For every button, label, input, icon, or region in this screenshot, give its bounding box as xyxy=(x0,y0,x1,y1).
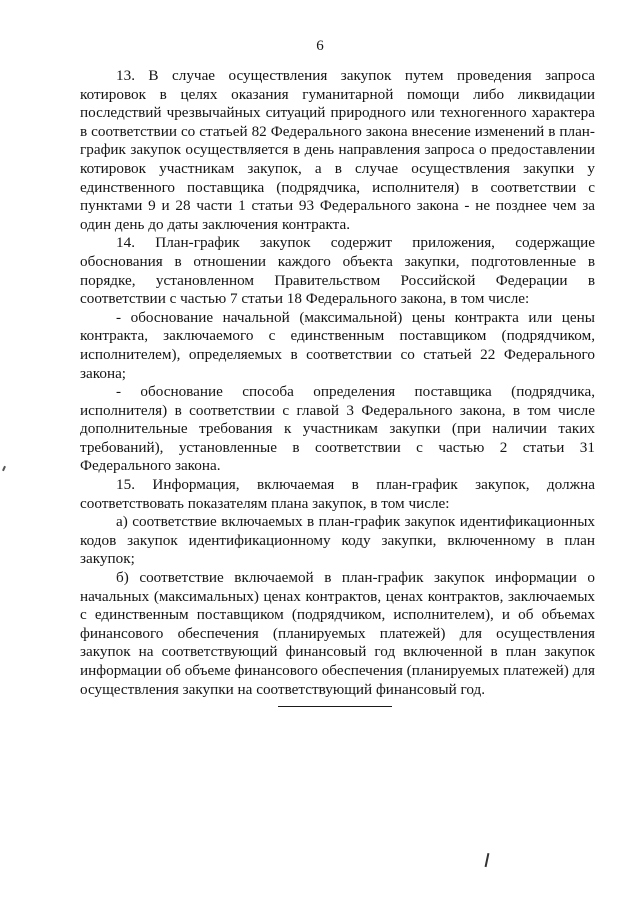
page-number: 6 xyxy=(316,38,324,54)
paragraph-14: 14. План-график закупок содержит приложения, содержащие обоснования в отношении каждого объекта закупки, подготовленные в порядке, установленном Правительством Российской Федерации в соответствии с частью 7 статьи 18 Федерального закона, в том числе: xyxy=(80,234,595,308)
list-item-b: б) соответствие включаемой в план-график закупок информации о начальных (максимальных) ценах контрактов, ценах контрактов, заключаемых с единственным поставщиком (подрядчиком, исполнителем), и об объемах финансового обеспечения (планируемых платежей) для осуществления закупок на соответствующий финансовый год включенной в план закупок информации об объеме финансового обеспечения (планируемых платежей) для осуществления закупки на соответствующий финансовый год. xyxy=(80,569,595,698)
margin-mark xyxy=(2,466,6,471)
list-item-a: а) соответствие включаемых в план-график закупок идентификационных кодов закупок идентификационному коду закупки, включенному в план закупок; xyxy=(80,513,595,568)
document-body xyxy=(80,67,595,699)
paragraph-13: 13. В случае осуществления закупок путем проведения запроса котировок в целях оказания гуманитарной помощи либо ликвидации последствий чрезвычайных ситуаций природного или техногенного характера в соответствии со статьей 82 Федерального закона внесение изменений в план-график закупок осуществляется в день направления запроса о предоставлении котировок участникам закупок, а в случае осуществления закупки у единственного поставщика (подрядчика, исполнителя) в соответствии с пунктами 9 и 28 части 1 статьи 93 Федерального закона - не позднее чем за один день до даты заключения контракта. xyxy=(80,67,595,233)
list-item-method-justification: - обоснование способа определения поставщика (подрядчика, исполнителя) в соответствии с главой 3 Федерального закона, в том числе дополнительные требования к участникам закупки (при наличии таких требований), установленные в соответствии с частью 2 статьи 31 Федерального закона. xyxy=(80,383,595,475)
end-divider xyxy=(278,706,392,707)
list-item-price-justification: - обоснование начальной (максимальной) цены контракта или цены контракта, заключаемого с единственным поставщиком (подрядчиком, исполнителем), определяемых в соответствии со статьей 22 Федерального закона; xyxy=(80,308,595,382)
paragraph-15: 15. Информация, включаемая в план-график закупок, должна соответствовать показателям плана закупок, в том числе: xyxy=(80,476,595,512)
pen-mark xyxy=(485,853,489,867)
